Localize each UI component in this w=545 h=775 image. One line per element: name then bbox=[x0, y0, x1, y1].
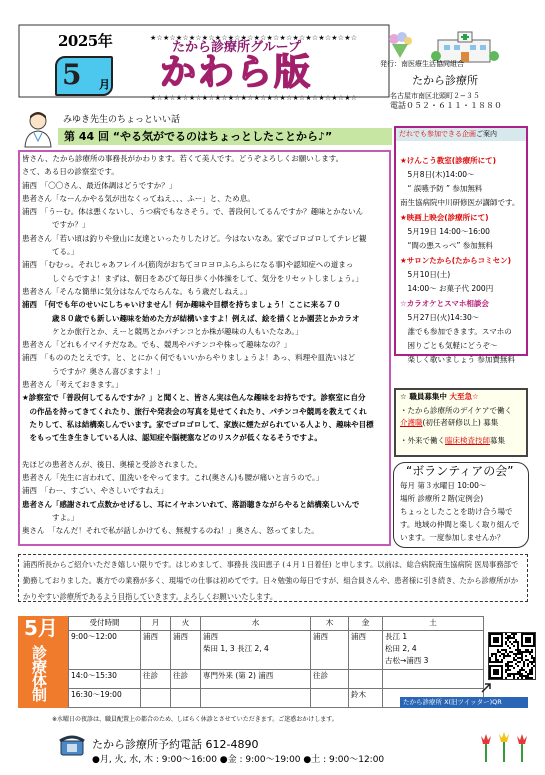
issue-year: 2025年 bbox=[58, 32, 113, 50]
schedule-row bbox=[69, 630, 484, 669]
schedule-cell-wed bbox=[201, 688, 311, 707]
schedule-cell-tue bbox=[171, 688, 201, 707]
event-line: “ 誤嚥予防 ” 参加無料 bbox=[400, 184, 483, 193]
column-line bbox=[22, 445, 388, 458]
schedule-table bbox=[68, 616, 484, 708]
event-line: 5月19日 14:00～16:00 bbox=[400, 227, 490, 236]
schedule-cell-time: 16:30～19:00 bbox=[69, 688, 141, 707]
column-line: 歳８０歳でも新しい趣味を始めた方が結構いますよ！例えば、絵を描くとか園芸とかカラオ bbox=[22, 313, 360, 323]
schedule-cell-fri: 浦西 bbox=[349, 630, 383, 669]
issue-month-number: 5 bbox=[62, 58, 82, 91]
schedule-cell-tue: 往診 bbox=[171, 669, 201, 688]
newsletter-title: かわら版 bbox=[160, 51, 313, 93]
column-line: 患者さん「どれもイマイチだなあ。でも、競馬やパチンコや株って趣味なの？」 bbox=[22, 340, 292, 350]
qr-caption: たから診療所 X(旧ツイッター)QR bbox=[400, 697, 528, 708]
column-line: てる。」 bbox=[22, 247, 79, 257]
column-line: さて、ある日の診察室です。 bbox=[22, 167, 119, 177]
volunteer-line: す。地域の仲間と楽しく取り組んで bbox=[400, 520, 520, 529]
staff-line-2 bbox=[400, 418, 498, 428]
schedule-cell-thu bbox=[311, 688, 349, 707]
event-line: “間の悪スっぺ” 参加無料 bbox=[400, 241, 493, 250]
new-manager-note: 浦西所長からご紹介いただき嬉しい限りです。はじめまして、事務長 浅田恵子 (４月１日着任) と申します。以前は、総合病院南生協病院 医局事務部で勤務しておりました。裏方での業務が多く、現場での仕事は初めてです。日々勉強の毎日ですが、組合員さんや、患者様に引き続き、たから診療所がかかりやすい診療所であるよう目指していきます。よろしくお願いいたします。 bbox=[18, 554, 528, 602]
event-line: 南生協病院中川研修医が講師です。 bbox=[400, 198, 520, 207]
volunteer-line: ちょっとしたことを助け合う場で bbox=[400, 507, 513, 516]
clinic-phone: 電話０５２・６１１・１８８０ bbox=[390, 101, 502, 110]
reservation-hours: ●月, 火, 水, 木 : 9:00～16:00 ●金 : 9:00～19:00 ●土 : 9:00～12:00 bbox=[92, 755, 385, 765]
publisher: 発行：南医療生活協同組合 bbox=[380, 60, 464, 68]
column-line: ★診察室で「普段何してるんですか？」と聞くと、皆さん実は色んな趣味をお持ちです。診察室に自分 bbox=[22, 393, 366, 403]
staff-job-care: 介護職 bbox=[400, 418, 423, 427]
qr-code[interactable] bbox=[488, 632, 536, 680]
schedule-cell-wed: 浦西 柴田 1, 3 長江 2, 4 bbox=[201, 630, 311, 669]
staff-job-lab: 臨床検査技師 bbox=[445, 436, 490, 445]
column-line: の作品を持ってきてくれたり、旅行や発表会の写真を見せてくれたり、パチンコや競馬を教えてくれ bbox=[22, 406, 367, 416]
events-heading-highlight: だれでも参加できる企画 bbox=[399, 130, 476, 138]
staff-line-3 bbox=[400, 436, 505, 446]
telephone-icon bbox=[58, 733, 86, 757]
column-line: ケとか旅行とか、えーと競馬とかパチンコとか株が趣味の人もいたなあ。」 bbox=[22, 326, 303, 336]
flower-icon bbox=[380, 30, 420, 60]
staff-recruitment-panel bbox=[394, 388, 528, 457]
column-line: 患者さん「考えておきます。」 bbox=[22, 380, 123, 390]
staff-heading bbox=[400, 392, 479, 402]
doctor-icon bbox=[20, 110, 56, 148]
column-line: 浦西 「何でも年のせいにしちゃいけません！何か趣味や目標を持ちましょう！ここに来る７０ bbox=[22, 300, 341, 310]
group-name: たから診療所グループ bbox=[172, 40, 301, 55]
column-line: 浦西 「むむっ。それじゃあフレイル(筋肉がおちてヨロヨロふらふらになる事)や認知症への道まっ bbox=[22, 260, 354, 270]
clinic-name: たから診療所 bbox=[412, 74, 478, 87]
event-line: 5月10日(土) bbox=[400, 270, 451, 279]
column-subtitle: みゆき先生のちょっといい話 bbox=[63, 115, 181, 125]
staff-line-1: ・たから診療所のデイケアで働く bbox=[400, 406, 513, 415]
volunteer-line: います。一度参加しませんか？ bbox=[400, 533, 505, 542]
events-heading-rest: ご案内 bbox=[476, 130, 497, 138]
header-thu: 木 bbox=[311, 617, 349, 631]
event-line: ★けんこう教室(診療所にて) bbox=[400, 156, 497, 165]
clinic-building-icon bbox=[430, 30, 500, 64]
column-line: 奥さん 「なんだ！それで私が話しかけても、無視するのね！」奥さん、怒ってました。 bbox=[22, 526, 319, 536]
column-line: すよ。」 bbox=[22, 513, 79, 523]
volunteer-line: 毎月 第３水曜日 10:00～ bbox=[400, 481, 487, 490]
staff-outpatient: ・外来で働く bbox=[400, 436, 445, 445]
schedule-cell-thu: 浦西 bbox=[311, 630, 349, 669]
schedule-footnote: ※水曜日の夜診は、職員配置上の都合のため、しばらく休診とさせていただきます。ご迷惑おかけします。 bbox=[52, 716, 338, 723]
staff-heading-urgent: 大至急☆ bbox=[449, 392, 479, 401]
volunteer-title: “ボランティアの会” bbox=[406, 464, 514, 478]
schedule-month: 5月 bbox=[24, 616, 58, 640]
clinic-address: 名古屋市南区北頭町２−３５ bbox=[390, 92, 480, 100]
column-line: 先ほどの患者さんが、後日、奥様と受診されました。 bbox=[22, 459, 202, 469]
staff-job-lab-suffix: 募集 bbox=[490, 436, 505, 445]
volunteer-line: 場所 診療所２階(定例会) bbox=[400, 494, 484, 503]
column-line: 患者さん「感謝されて点数かせげるし、耳にイヤホンいれて、落語聴きながらやると結構楽しいんで bbox=[22, 499, 360, 509]
event-line: 5月27日(火)14:30～ bbox=[400, 313, 480, 322]
schedule-cell-thu: 往診 bbox=[311, 669, 349, 688]
schedule-cell-fri: 鈴木 bbox=[349, 688, 383, 707]
arrow-icon bbox=[480, 680, 494, 694]
event-line: 困りごとも気軽にどうぞ～ bbox=[400, 341, 498, 350]
events-heading bbox=[396, 128, 526, 141]
schedule-cell-time: 9:00～12:00 bbox=[69, 630, 141, 669]
column-line: 患者さん「そんな簡単に気分はなんでならんな。もう歳だしねえ。」 bbox=[22, 286, 252, 296]
header-fri: 金 bbox=[349, 617, 383, 631]
stars-border-bottom: ★☆★☆★☆★☆★☆★☆★☆★☆★☆★☆★☆★☆★☆★☆★☆★☆ bbox=[150, 94, 358, 102]
column-line: うですか？奥さん喜びますよ！」 bbox=[22, 366, 165, 376]
schedule-cell-sat: 長江 1 松田 2, 4 古松→浦西 3 bbox=[383, 630, 484, 669]
column-title: 第 44 回 “やる気がでるのはちょっとしたことから♪” bbox=[64, 130, 333, 143]
column-line: 浦西 「わー、すごい、やさしいですねえ」 bbox=[22, 486, 168, 496]
schedule-cell-sat bbox=[383, 669, 484, 688]
column-line: たりして、私は結構楽しんでいます。家でゴロゴロして、家族に煙たがられている人より、趣味や目標 bbox=[22, 419, 374, 429]
event-line: 5月8日(木)14:00～ bbox=[400, 170, 475, 179]
schedule-cell-fri bbox=[349, 669, 383, 688]
event-line: 14:00～ お菓子代 200円 bbox=[400, 284, 494, 293]
schedule-subtitle: 診療体制 bbox=[32, 644, 48, 704]
staff-job-care-detail: (初任者研修以上) 募集 bbox=[422, 418, 499, 427]
event-line: ★サロンたから(たからコミセン) bbox=[400, 256, 512, 265]
schedule-cell-wed: 専門外来 (第 2) 浦西 bbox=[201, 669, 311, 688]
header-mon: 月 bbox=[141, 617, 171, 631]
schedule-cell-time: 14:0～15:30 bbox=[69, 669, 141, 688]
reservation-phone: たから診療所予約電話 612-4890 bbox=[92, 738, 259, 751]
event-line: ★映画上映会(診療所にて) bbox=[400, 213, 489, 222]
column-line: 皆さん、たから診療所の事務長がかわります。若くて美人です。どうぞよろしくお願いします。 bbox=[22, 154, 344, 163]
schedule-cell-mon bbox=[141, 688, 171, 707]
header-tue: 火 bbox=[171, 617, 201, 631]
column-line: 患者さん「なーんかやる気が出なくってねえ、、、ふー」と、ため息。 bbox=[22, 193, 255, 203]
event-line: ☆カラオケとスマホ相談会 bbox=[400, 299, 489, 308]
column-line: 患者さん「若い頃は釣りや登山に友達といったりしたけど。今はないなあ。家でゴロゴロしてテレビ観 bbox=[22, 233, 367, 243]
column-line: ですか？」 bbox=[22, 220, 90, 230]
staff-heading-text: ☆ 職員募集中 bbox=[400, 392, 450, 401]
header-sat: 土 bbox=[383, 617, 484, 631]
column-line: をもって生き生きしている人は、認知症や脳梗塞などのリスクが低くなるそうですよ。 bbox=[22, 433, 322, 443]
column-line: 浦西 「もののたとえです。と、とにかく何でもいいからやりましょうよ！あっ、料理や皿洗いはど bbox=[22, 353, 356, 363]
column-line: 浦西 「うーむ。体は悪くないし、うつ病でもなさそう。で、普段何してるんですか？趣味とかないん bbox=[22, 207, 364, 217]
header-wed: 水 bbox=[201, 617, 311, 631]
column-line: 患者さん「先生に言われて、皿洗いをやってます。これ(奥さん)も腰が痛いと言うので。」 bbox=[22, 473, 324, 483]
column-line: 浦西 「〇〇さん、最近体調はどうですか？」 bbox=[22, 180, 177, 190]
schedule-cell-mon: 往診 bbox=[141, 669, 171, 688]
event-line: 誰でも参加できます。スマホの bbox=[400, 327, 512, 336]
column-body bbox=[22, 152, 388, 538]
tulip-icon bbox=[478, 728, 530, 764]
schedule-cell-mon: 浦西 bbox=[141, 630, 171, 669]
schedule-cell-tue: 浦西 bbox=[171, 630, 201, 669]
schedule-header-row bbox=[69, 617, 484, 631]
header-reception-time: 受付時間 bbox=[69, 617, 141, 631]
stars-border-top: ★☆★☆★☆★☆★☆★☆★☆★☆★☆★☆★☆★☆★☆★☆★☆★☆ bbox=[150, 34, 358, 42]
issue-month-suffix: 月 bbox=[99, 78, 110, 91]
qr-pattern bbox=[489, 633, 535, 679]
column-line: しぐらですよ！まずは、朝日をあびて毎日歩く小体操をして、気分をリセットしましょう。」 bbox=[22, 273, 363, 283]
event-line: 楽しく歌いましょう 参加費無料 bbox=[400, 355, 515, 364]
schedule-row bbox=[69, 669, 484, 688]
